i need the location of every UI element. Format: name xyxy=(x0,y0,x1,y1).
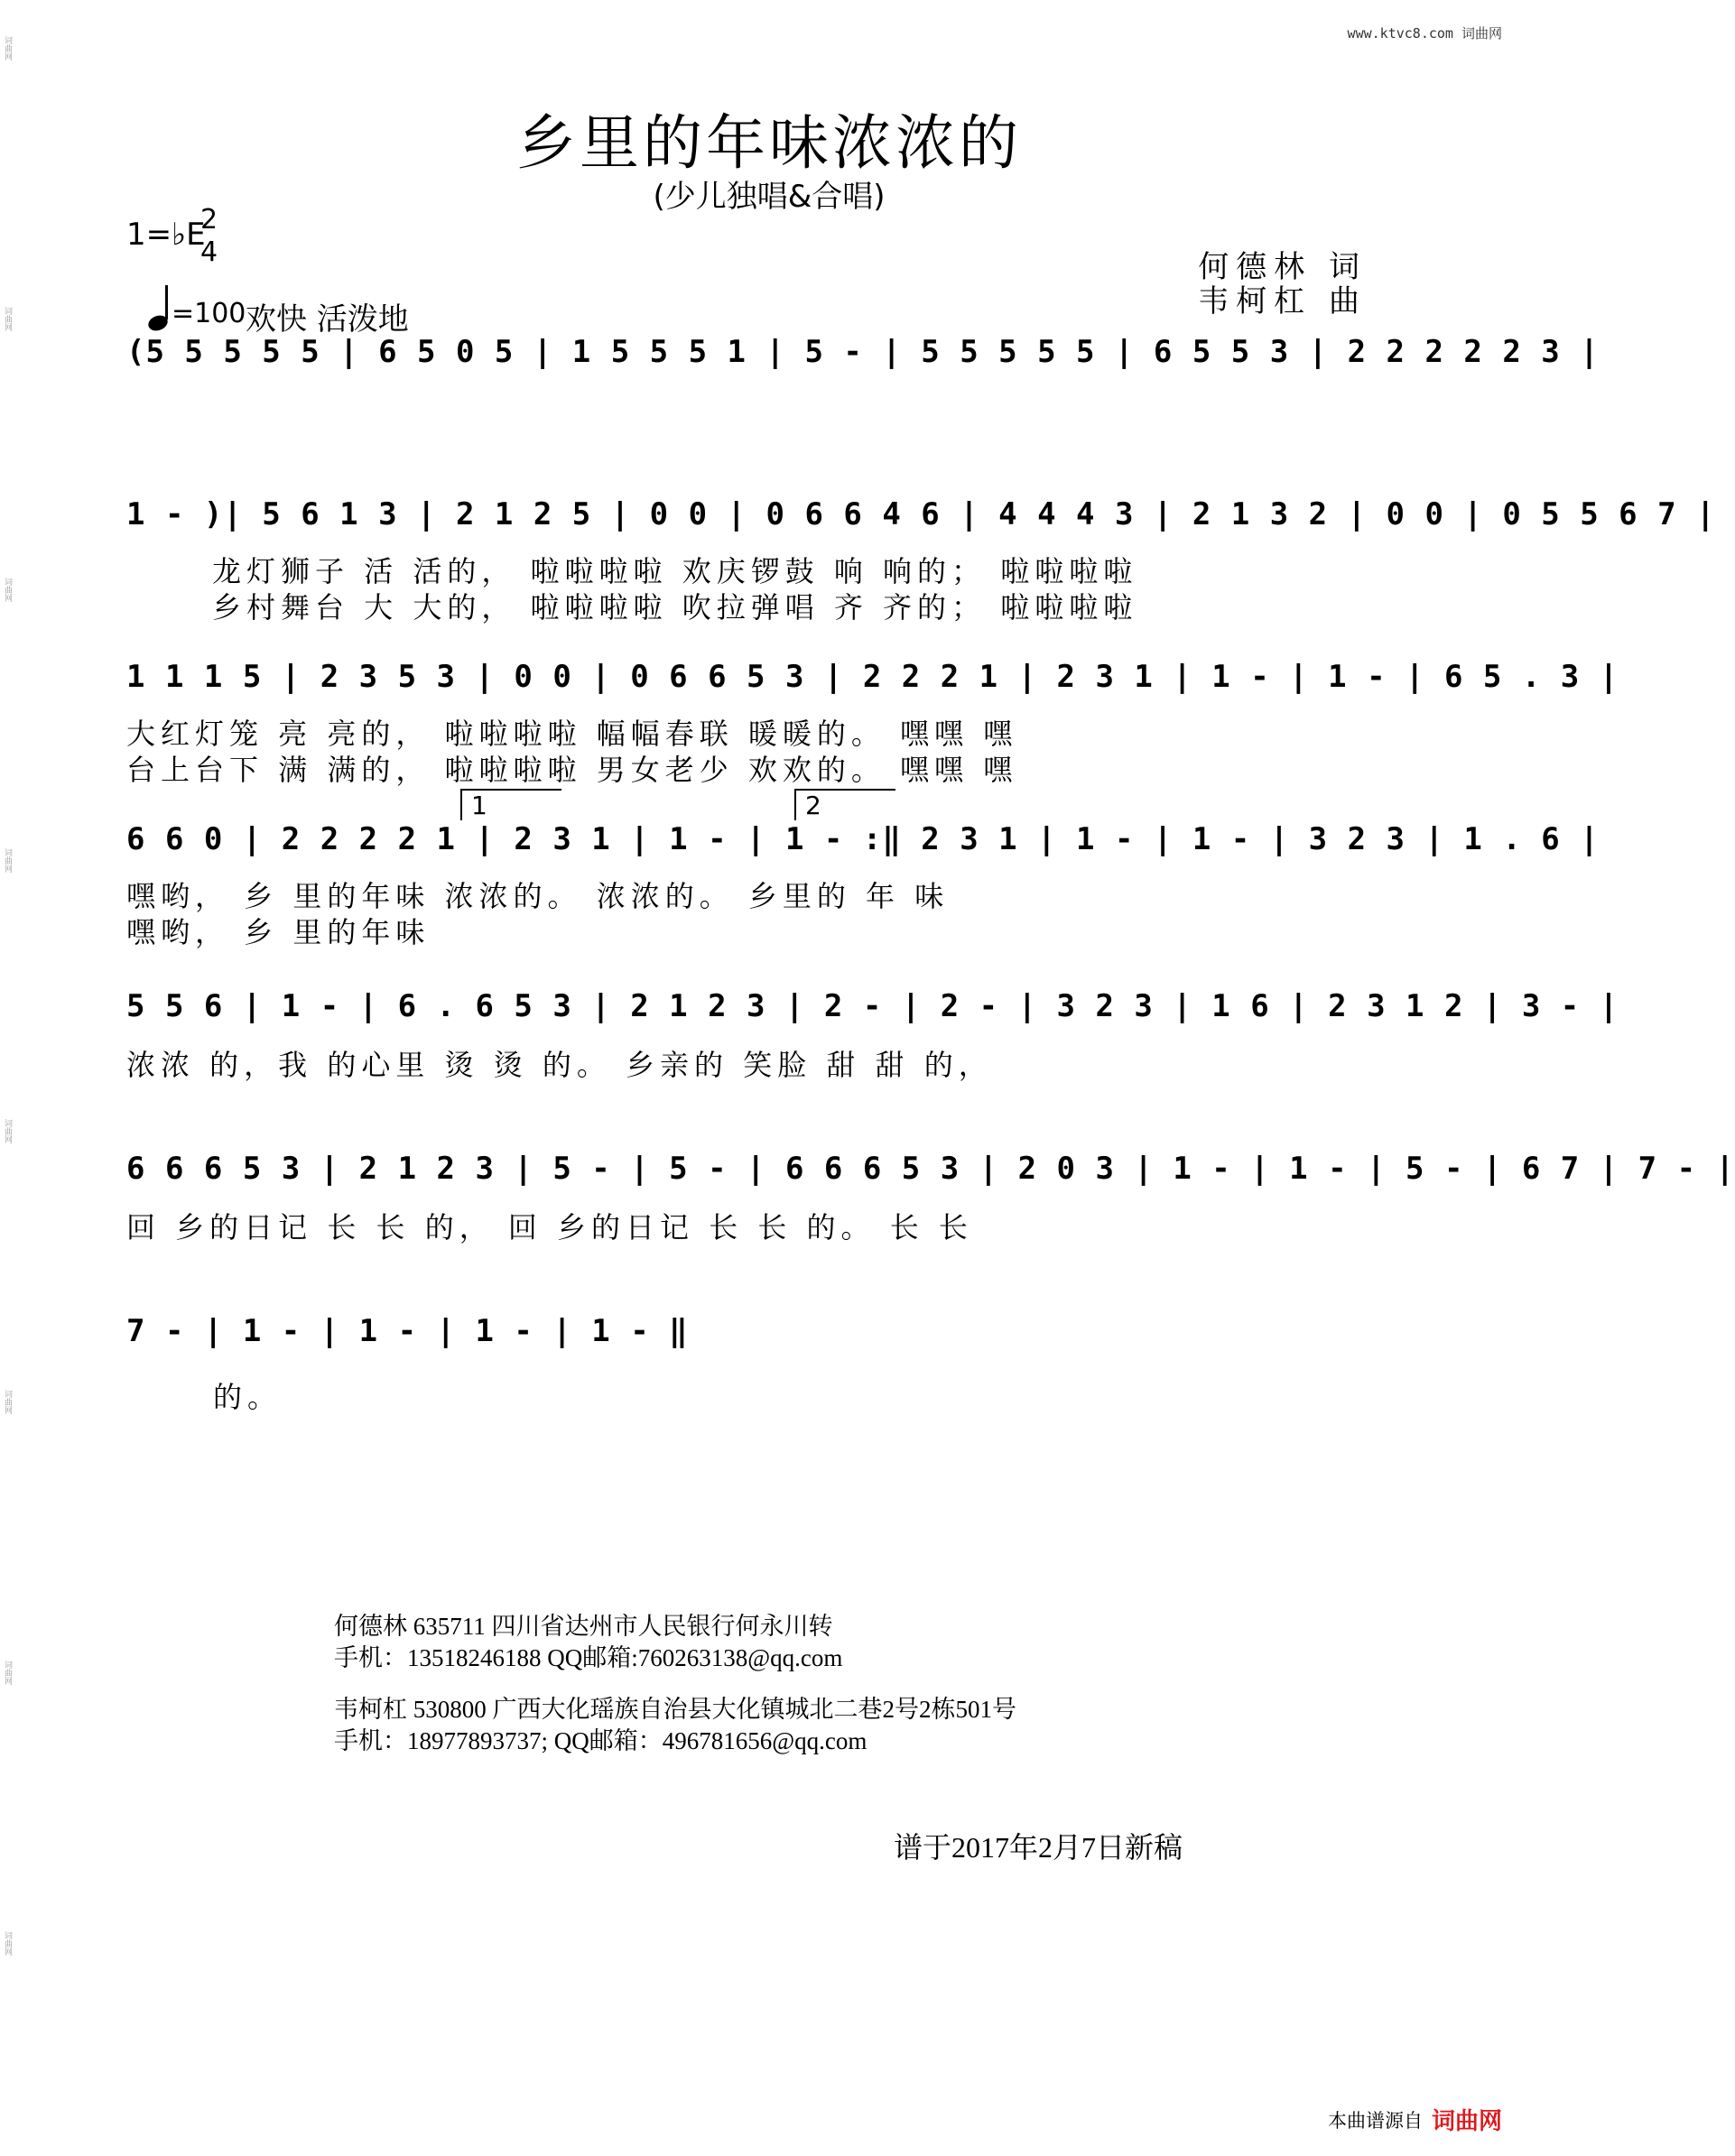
score-system-5 xyxy=(126,988,1619,1097)
score-system-6 xyxy=(126,1151,1735,1259)
side-watermark-text: 词曲网 xyxy=(3,36,12,60)
lyrics-verse-1: 浓浓 的，我 的心里 烫 烫 的。 乡亲的 笑脸 甜 甜 的， xyxy=(126,1048,993,1082)
date-note: 谱于2017年2月7日新稿 xyxy=(894,1831,1183,1864)
side-watermark-text: 词曲网 xyxy=(3,1931,12,1956)
score-system-3 xyxy=(126,659,1619,787)
notation-line: 1 1 1 5 | 2 3 5 3 | 0 0 | 0 6 6 5 3 | 2 2 2 1 | 2 3 1 | 1 - | 1 - | 6 5 . 3 | xyxy=(126,659,1619,695)
site-url[interactable]: www.ktvc8.com xyxy=(1347,25,1453,42)
key-signature: 1=♭E xyxy=(126,217,206,253)
side-watermark-text: 词曲网 xyxy=(3,1390,12,1414)
source-label: 本曲谱源自 xyxy=(1327,2109,1423,2132)
lyrics-verse-2: 嘿哟， 乡 里的年味 xyxy=(126,915,431,949)
side-watermark-text: 词曲网 xyxy=(3,848,12,873)
site-name: 词曲网 xyxy=(1461,25,1502,42)
contact-line-2: 手机：13518246188 QQ邮箱:760263138@qq.com xyxy=(334,1644,843,1671)
lyrics-verse-1: 龙灯狮子 活 活的， 啦啦啦啦 欢庆锣鼓 响 响的； 啦啦啦啦 xyxy=(212,554,1138,588)
side-watermark-strip xyxy=(0,0,16,2156)
volta-2-bracket: 2 xyxy=(794,789,895,820)
time-signature-top: 2 xyxy=(200,204,218,236)
page-subtitle: (少儿独唱&合唱) xyxy=(653,179,886,215)
time-signature-bottom: 4 xyxy=(200,236,218,268)
side-watermark-text: 词曲网 xyxy=(3,1119,12,1143)
tempo-value: =100 xyxy=(172,298,246,329)
quarter-note-stem xyxy=(165,285,168,319)
score-system-2 xyxy=(126,496,1716,625)
score-system-1 xyxy=(126,334,1600,406)
lyrics-verse-2: 台上台下 满 满的， 啦啦啦啦 男女老少 欢欢的。 嘿嘿 嘿 xyxy=(126,753,1018,787)
contact-line-1: 何德林 635711 四川省达州市人民银行何永川转 xyxy=(334,1613,833,1640)
contact-line-4: 手机：18977893737; QQ邮箱：496781656@qq.com xyxy=(334,1727,868,1754)
lyrics-verse-1: 大红灯笼 亮 亮的， 啦啦啦啦 幅幅春联 暖暖的。 嘿嘿 嘿 xyxy=(126,717,1018,751)
notation-line: 7 - | 1 - | 1 - | 1 - | 1 - ‖ xyxy=(126,1313,689,1349)
source-stamp xyxy=(1328,2103,1502,2136)
score-system-7 xyxy=(126,1313,1376,1421)
side-watermark-text: 词曲网 xyxy=(3,578,12,602)
tempo-words: 欢快 活泼地 xyxy=(246,301,409,338)
notation-line: 5 5 6 | 1 - | 6 . 6 5 3 | 2 1 2 3 | 2 - | 2 - | 3 2 3 | 1 6 | 2 3 1 2 | 3 - | xyxy=(126,988,1619,1024)
site-logo[interactable]: 词曲网 xyxy=(1431,2108,1502,2135)
contact-line-3: 韦柯杠 530800 广西大化瑶族自治县大化镇城北二巷2号2栋501号 xyxy=(334,1696,1016,1723)
lyrics-verse-1: 回 乡的日记 长 长 的， 回 乡的日记 长 长 的。 长 长 xyxy=(126,1210,973,1245)
lyrics-verse-2: 乡村舞台 大 大的， 啦啦啦啦 吹拉弹唱 齐 齐的； 啦啦啦啦 xyxy=(212,590,1138,625)
score-system-4 xyxy=(126,791,1600,966)
page-title: 乡里的年味浓浓的 xyxy=(516,108,1022,178)
volta-1-bracket: 1 xyxy=(460,789,561,820)
lyrics-verse-1: 的。 xyxy=(213,1380,283,1414)
notation-line: (5 5 5 5 5 | 6 5 0 5 | 1 5 5 5 1 | 5 - | 5 5 5 5 5 | 6 5 5 3 | 2 2 2 2 2 3 | xyxy=(126,334,1600,370)
notation-line: 1 - )| 5 6 1 3 | 2 1 2 5 | 0 0 | 0 6 6 4 6 | 4 4 4 3 | 2 1 3 2 | 0 0 | 0 5 5 6 7 | xyxy=(126,496,1716,532)
notation-line: 6 6 6 5 3 | 2 1 2 3 | 5 - | 5 - | 6 6 6 5 3 | 2 0 3 | 1 - | 1 - | 5 - | 6 7 | 7 - | xyxy=(126,1151,1735,1187)
lyricist: 何德林 词 xyxy=(1198,249,1367,285)
notation-line: 6 6 0 | 2 2 2 2 1 | 2 3 1 | 1 - | 1 - :‖ 2 3 1 | 1 - | 1 - | 3 2 3 | 1 . 6 | xyxy=(126,821,1600,857)
side-watermark-text: 词曲网 xyxy=(3,1661,12,1685)
lyrics-verse-1: 嘿哟， 乡 里的年味 浓浓的。 浓浓的。 乡里的 年 味 xyxy=(126,879,950,913)
composer: 韦柯杠 曲 xyxy=(1198,283,1367,319)
site-header xyxy=(1348,23,1502,42)
side-watermark-text: 词曲网 xyxy=(3,307,12,331)
